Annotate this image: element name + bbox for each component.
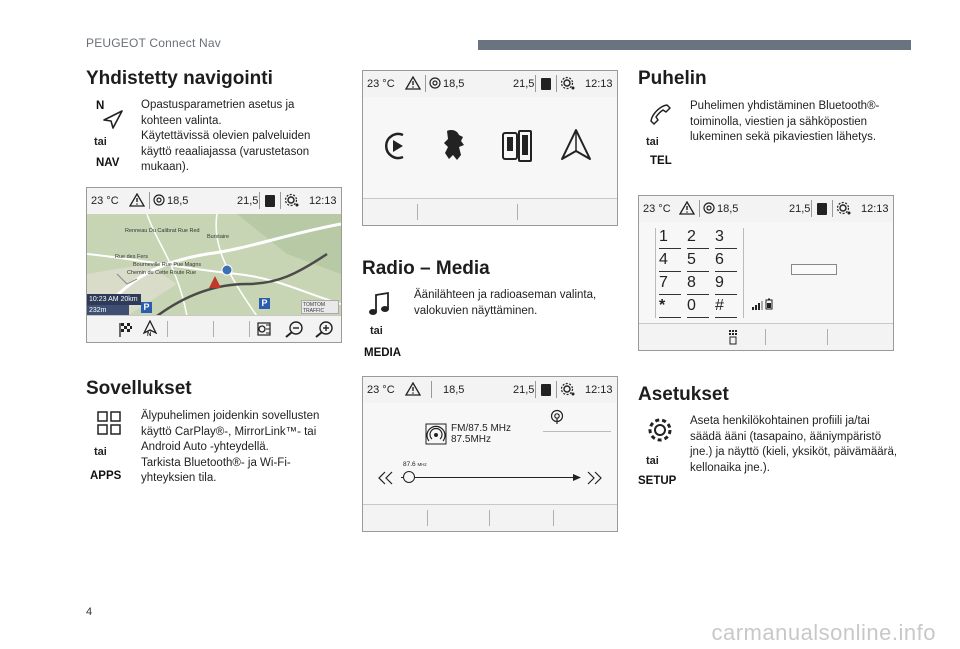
nav-tai: tai — [94, 136, 107, 148]
checkered-flag-icon[interactable] — [119, 322, 133, 338]
key-1[interactable]: 1 — [659, 226, 681, 249]
radio-description: Äänilähteen ja radioaseman valinta, valokuvien näyttäminen. — [414, 289, 597, 317]
radio-station-line2: 87.5MHz — [451, 434, 492, 445]
status-bar — [639, 196, 893, 222]
warning-icon — [405, 382, 421, 396]
settings-gear-icon — [646, 416, 674, 444]
status-right-value: 21,5 — [513, 384, 535, 396]
freq-label — [403, 461, 427, 468]
radio-tai: tai — [370, 325, 383, 337]
phone-status-icon — [540, 77, 552, 91]
key-hash[interactable]: # — [715, 295, 737, 318]
apps-description: Älypuhelimen joidenkin sovellusten käyttö CarPlay®-, MirrorLink™- tai Android Auto -yhteydellä. Tarkista Bluetooth®- ja Wi-Fi-yhteyksien tila. — [141, 410, 320, 484]
status-right-value: 21,5 — [789, 203, 811, 215]
key-8[interactable]: 8 — [687, 272, 709, 295]
status-left-value: 18,5 — [443, 78, 465, 90]
warning-icon — [405, 76, 421, 90]
seek-forward-icon[interactable] — [585, 471, 603, 485]
nav-section-title: Yhdistetty navigointi — [86, 68, 273, 89]
battery-icon — [765, 298, 773, 310]
phone-status-icon — [816, 202, 828, 216]
radio-source-icon[interactable] — [549, 408, 565, 424]
home-main — [363, 97, 617, 199]
contacts-list-icon[interactable] — [727, 329, 741, 345]
radio-signal-icon — [428, 76, 442, 90]
key-4[interactable]: 4 — [659, 249, 681, 272]
warning-icon — [129, 193, 145, 207]
status-time: 12:13 — [861, 203, 889, 215]
dial-keypad — [659, 226, 743, 314]
apps-key-label: APPS — [90, 470, 122, 482]
map-label-2: Burstaire — [207, 234, 230, 240]
settings-section-title: Asetukset — [638, 384, 729, 405]
mirror-screen-icon[interactable] — [499, 129, 535, 163]
radio-station-line1: FM/87.5 MHz — [451, 423, 512, 434]
phone-tai: tai — [646, 136, 659, 148]
map-distance: 232m — [87, 305, 129, 316]
status-time: 12:13 — [585, 384, 613, 396]
parking-icon: P — [141, 302, 152, 313]
page-number: 4 — [86, 606, 93, 618]
status-time: 12:13 — [585, 78, 613, 90]
phone-key-label: TEL — [650, 155, 672, 167]
status-temp: 23 °C — [367, 78, 395, 90]
call-number-field[interactable] — [791, 264, 837, 275]
compass-letter: N — [147, 332, 152, 338]
map-label-4: Bourneville Rue Pue Magns — [133, 262, 202, 268]
settings-status-icon — [284, 193, 300, 207]
phone-handset-icon — [648, 102, 674, 128]
status-left-value: 18,5 — [167, 195, 189, 207]
radio-divider — [543, 431, 611, 432]
phone-description: Puhelimen yhdistäminen Bluetooth®-toiminolla, viestien ja sähköpostien lukeminen sekä pikaviestien lähetys. — [690, 100, 880, 143]
phone-screen — [638, 195, 894, 351]
phone-status-icon — [540, 383, 552, 397]
radio-key-label: MEDIA — [364, 347, 402, 359]
key-2[interactable]: 2 — [687, 226, 709, 249]
compass-icon[interactable] — [141, 320, 159, 340]
status-temp: 23 °C — [643, 203, 671, 215]
slider-end-arrow — [573, 474, 581, 481]
key-7[interactable]: 7 — [659, 272, 681, 295]
status-left-value: 18,5 — [717, 203, 739, 215]
radio-station-icon — [425, 423, 447, 445]
status-time: 12:13 — [309, 195, 337, 207]
status-bar — [363, 71, 617, 97]
status-bar — [87, 188, 341, 214]
key-6[interactable]: 6 — [715, 249, 737, 272]
nav-description: Opastusparametrien asetus ja kohteen valinta. Käytettävissä olevien palveluiden käyttö reaaliajassa (varustetason mukaan). — [141, 99, 311, 173]
radio-signal-icon — [152, 193, 166, 207]
status-temp: 23 °C — [367, 384, 395, 396]
home-screen — [362, 70, 618, 226]
radio-toolbar — [363, 504, 617, 531]
settings-status-icon — [836, 201, 852, 215]
settings-status-icon — [560, 76, 576, 90]
header-title: PEUGEOT Connect Nav — [86, 36, 221, 50]
key-5[interactable]: 5 — [687, 249, 709, 272]
radio-screen — [362, 376, 618, 532]
navigation-arrow-icon[interactable] — [559, 127, 593, 163]
header-bar — [478, 40, 911, 50]
key-0[interactable]: 0 — [687, 295, 709, 318]
phone-toolbar — [639, 323, 893, 350]
status-left-value: 18,5 — [443, 384, 465, 396]
zoom-out-icon[interactable] — [283, 320, 305, 338]
phone-section-title: Puhelin — [638, 68, 707, 89]
zoom-in-icon[interactable] — [313, 320, 335, 338]
radio-signal-icon — [702, 201, 716, 215]
carplay-icon[interactable] — [379, 129, 413, 163]
status-right-value: 21,5 — [513, 78, 535, 90]
map-label-5: Chemin du Cette Route Rue — [127, 270, 197, 276]
settings-key-label: SETUP — [638, 475, 677, 487]
nav-icon — [92, 100, 126, 132]
seek-back-icon[interactable] — [377, 471, 395, 485]
key-3[interactable]: 3 — [715, 226, 737, 249]
freq-unit: MHz — [417, 462, 427, 467]
traffic-brand: TOMTOM TRAFFIC — [301, 300, 339, 314]
phone-main — [639, 222, 893, 324]
warning-icon — [679, 201, 695, 215]
peugeot-lion-icon[interactable] — [437, 127, 471, 163]
nav-key-label: NAV — [96, 157, 120, 169]
phone-status-icon — [264, 194, 276, 208]
nav-toolbar — [87, 315, 341, 342]
nav-screen — [86, 187, 342, 343]
nav-icon-letter: N — [96, 100, 105, 112]
status-right-value: 21,5 — [237, 195, 259, 207]
key-9[interactable]: 9 — [715, 272, 737, 295]
status-temp: 23 °C — [91, 195, 119, 207]
apps-section-title: Sovellukset — [86, 378, 192, 399]
radio-section-title: Radio – Media — [362, 258, 490, 279]
watermark: carmanualsonline.info — [711, 620, 936, 645]
key-star[interactable]: * — [659, 295, 681, 318]
parking-icon-2: P — [259, 298, 270, 309]
music-note-icon — [368, 290, 392, 318]
map-label-1: Renneau Du Calibrat Rue Red — [125, 228, 200, 234]
map-label-3: Rue des Fers — [115, 254, 149, 260]
radio-main — [363, 403, 617, 505]
frequency-slider-knob[interactable] — [403, 471, 415, 483]
signal-strength-icon — [751, 300, 765, 310]
settings-description: Aseta henkilökohtainen profiili ja/tai säädä ääni (tasapaino, ääniympäristö jne.) ja näyttö (kieli, yksiköt, päivämäärä, kellonaika jne.). — [690, 415, 898, 474]
map-settings-icon[interactable] — [255, 321, 273, 337]
settings-status-icon — [560, 382, 576, 396]
frequency-slider[interactable] — [401, 477, 579, 478]
map-time-distance: 10:23 AM 20km — [87, 294, 141, 305]
map-view[interactable] — [87, 214, 341, 316]
status-bar — [363, 377, 617, 403]
apps-grid-icon — [96, 410, 122, 436]
apps-tai: tai — [94, 446, 107, 458]
freq-value: 87.6 — [403, 461, 416, 468]
home-toolbar — [363, 198, 617, 225]
settings-tai: tai — [646, 455, 659, 467]
